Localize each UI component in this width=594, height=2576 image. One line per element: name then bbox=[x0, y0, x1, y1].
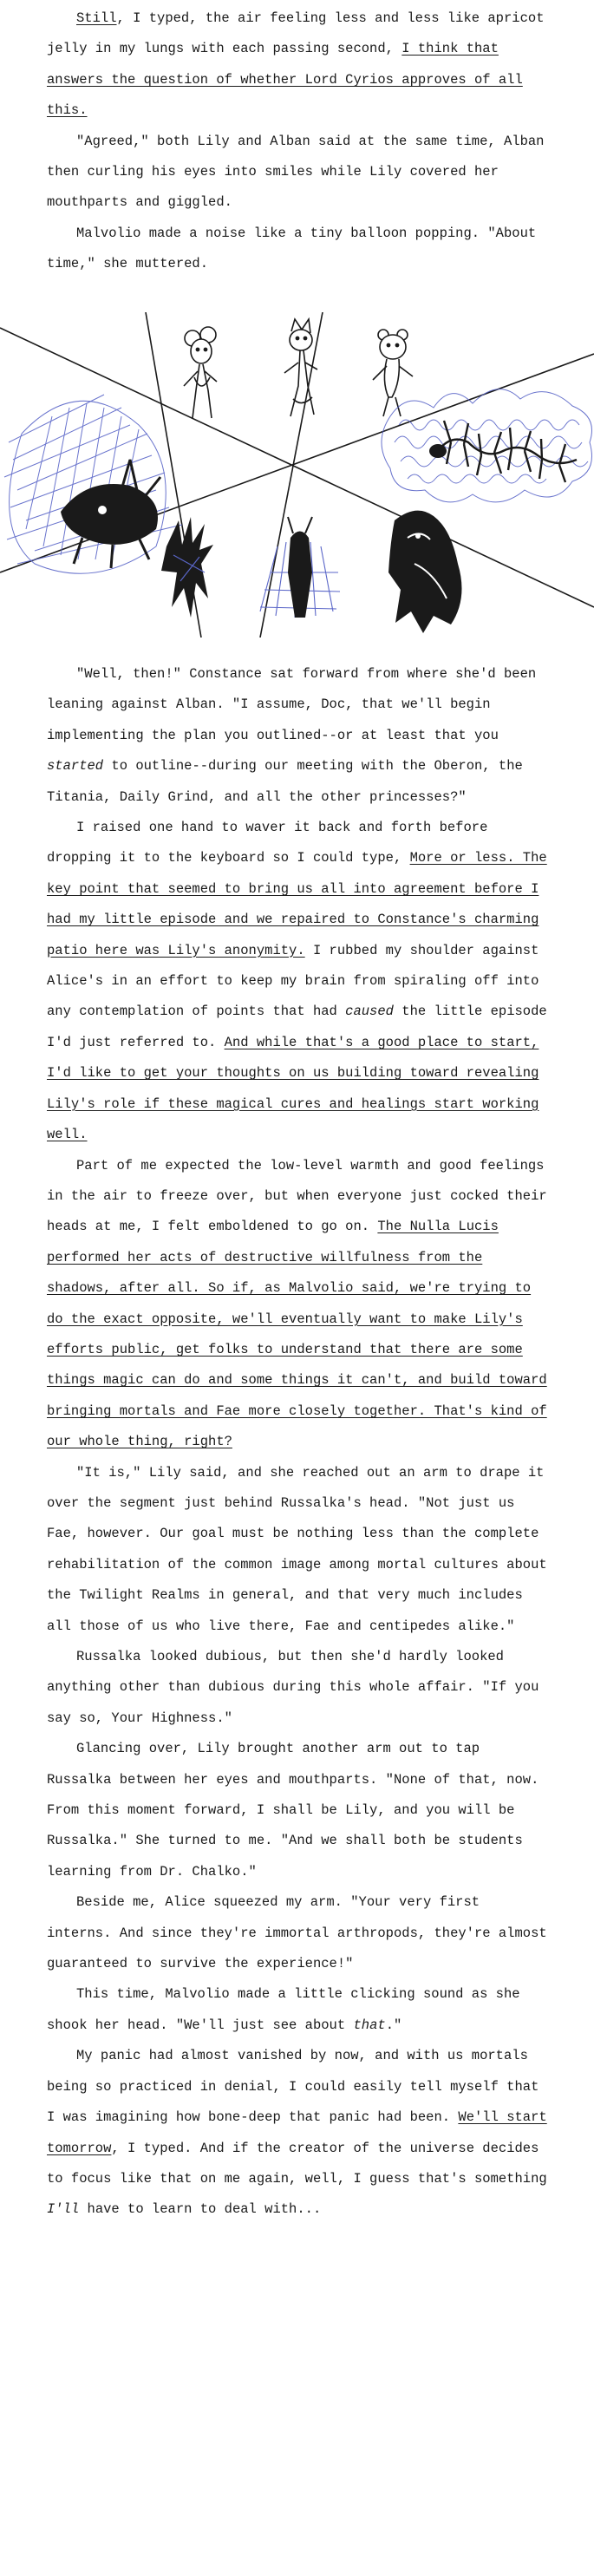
paragraph bbox=[47, 1979, 550, 2041]
emphasized-text: that bbox=[353, 2017, 386, 2033]
centipede-figure-icon bbox=[382, 389, 592, 502]
narration-text: have to learn to deal with... bbox=[79, 2201, 322, 2218]
narration-text: Russalka looked dubious, but then she'd hardly looked anything other than dubious during this whole affair. "If you say so, Your Highness." bbox=[47, 1649, 539, 1726]
narration-text: Beside me, Alice squeezed my arm. "Your very first interns. And since they're immortal arthropods, they're almost guaranteed to survive the experience!" bbox=[47, 1894, 547, 1972]
narration-text: "Well, then!" Constance sat forward from where she'd been leaning against Alban. "I assume, Doc, that we'll begin implementing the plan you outlined--or at least that you bbox=[47, 666, 537, 743]
mouse-figure-icon bbox=[184, 327, 217, 418]
emphasized-text: started bbox=[47, 758, 104, 775]
narration-text: Part of me expected the low-level warmth and good feelings in the air to freeze over, but when everyone just cocked their heads at me, I felt emboldened to go on. bbox=[47, 1157, 547, 1235]
narration-text: Malvolio made a noise like a tiny balloon popping. "About time," she muttered. bbox=[47, 225, 537, 272]
typed-dialogue-text: I think that answers the question of whether Lord Cyrios approves of all this. bbox=[47, 41, 523, 119]
cloaked-figure-icon bbox=[388, 511, 462, 633]
paragraph bbox=[47, 813, 550, 1150]
narration-text: to outline--during our meeting with the Oberon, the Titania, Daily Grind, and all the other princesses?" bbox=[47, 758, 523, 805]
typed-dialogue-text: The Nulla Lucis performed her acts of destructive willfulness from the shadows, after all. So if, as Malvolio said, we're trying to do the exact opposite, we'll eventually want to make Lily's efforts public, get folks to understand that there are some things magic can do and some things it can't, and build toward bringing mortals and Fae more closely together. That's kind of our whole thing, right? bbox=[47, 1219, 547, 1450]
narration-text: My panic had almost vanished by now, and with us mortals being so practiced in denial, I could easily tell myself that I was imagining how bone-deep that panic had been. bbox=[47, 2048, 539, 2126]
bear-figure-icon bbox=[373, 330, 413, 416]
paragraph bbox=[47, 659, 550, 813]
paragraph bbox=[47, 1887, 550, 1979]
paragraph bbox=[47, 1151, 550, 1458]
text-section-after-illustration bbox=[47, 659, 550, 2226]
narration-text: "Agreed," both Lily and Alban said at the same time, Alban then curling his eyes into smiles while Lily covered her mouthparts and giggled. bbox=[47, 133, 545, 211]
paragraph bbox=[47, 3, 550, 127]
typed-dialogue-text: Still bbox=[76, 10, 117, 26]
narration-text: , I typed, the air feeling less and less like apricot jelly in my lungs with each passing second, bbox=[47, 10, 545, 57]
narration-text: ." bbox=[385, 2017, 402, 2033]
paragraph bbox=[47, 127, 550, 219]
paragraph bbox=[47, 1458, 550, 1642]
narration-text: I rubbed my shoulder against Alice's in an effort to keep my brain from spiraling off into any contemplation of points that had bbox=[47, 942, 539, 1020]
emphasized-text: I'll bbox=[47, 2201, 80, 2218]
paragraph bbox=[47, 2041, 550, 2225]
typed-dialogue-text: More or less. The key point that seemed to bring us all into agreement before I had my little episode and we repaired to Constance's charming patio here was Lily's anonymity. bbox=[47, 850, 547, 958]
narration-text: "It is," Lily said, and she reached out an arm to drape it over the segment just behind Russalka's head. "Not just us Fae, however. Our goal must be nothing less than the complete rehabilitation of the common image among mortal cultures about the Twilight Realms in general, and that very much includes all those of us who live there, Fae and centipedes alike." bbox=[47, 1464, 547, 1634]
typed-dialogue-text: And while that's a good place to start, I'd like to get your thoughts on us building toward revealing Lily's role if these magical cures and healings start working well. bbox=[47, 1034, 539, 1143]
spiky-figure-icon bbox=[161, 517, 213, 618]
beetle-figure-icon bbox=[4, 395, 182, 573]
winged-figure-icon bbox=[260, 517, 340, 618]
narration-text: Glancing over, Lily brought another arm out to tap Russalka between her eyes and mouthparts. "None of that, now. From this moment forward, I shall be Lily, and you will be Russalka." She turned to me. "And we shall both be students learning from Dr. Chalko." bbox=[47, 1741, 539, 1880]
story-illustration bbox=[0, 312, 594, 637]
text-section-before-illustration bbox=[47, 3, 550, 280]
narration-text: I raised one hand to waver it back and forth before dropping it to the keyboard so I could type, bbox=[47, 820, 488, 866]
paragraph bbox=[47, 219, 550, 280]
narration-text: , I typed. And if the creator of the universe decides to focus like that on me again, well, I guess that's something bbox=[47, 2140, 547, 2187]
emphasized-text: caused bbox=[345, 1004, 394, 1020]
paragraph bbox=[47, 1642, 550, 1734]
narration-text: This time, Malvolio made a little clicking sound as she shook her head. "We'll just see about bbox=[47, 1986, 520, 2033]
narration-text: the little episode I'd just referred to. bbox=[47, 1004, 547, 1050]
typed-dialogue-text: We'll start tomorrow bbox=[47, 2109, 547, 2156]
paragraph bbox=[47, 1734, 550, 1887]
